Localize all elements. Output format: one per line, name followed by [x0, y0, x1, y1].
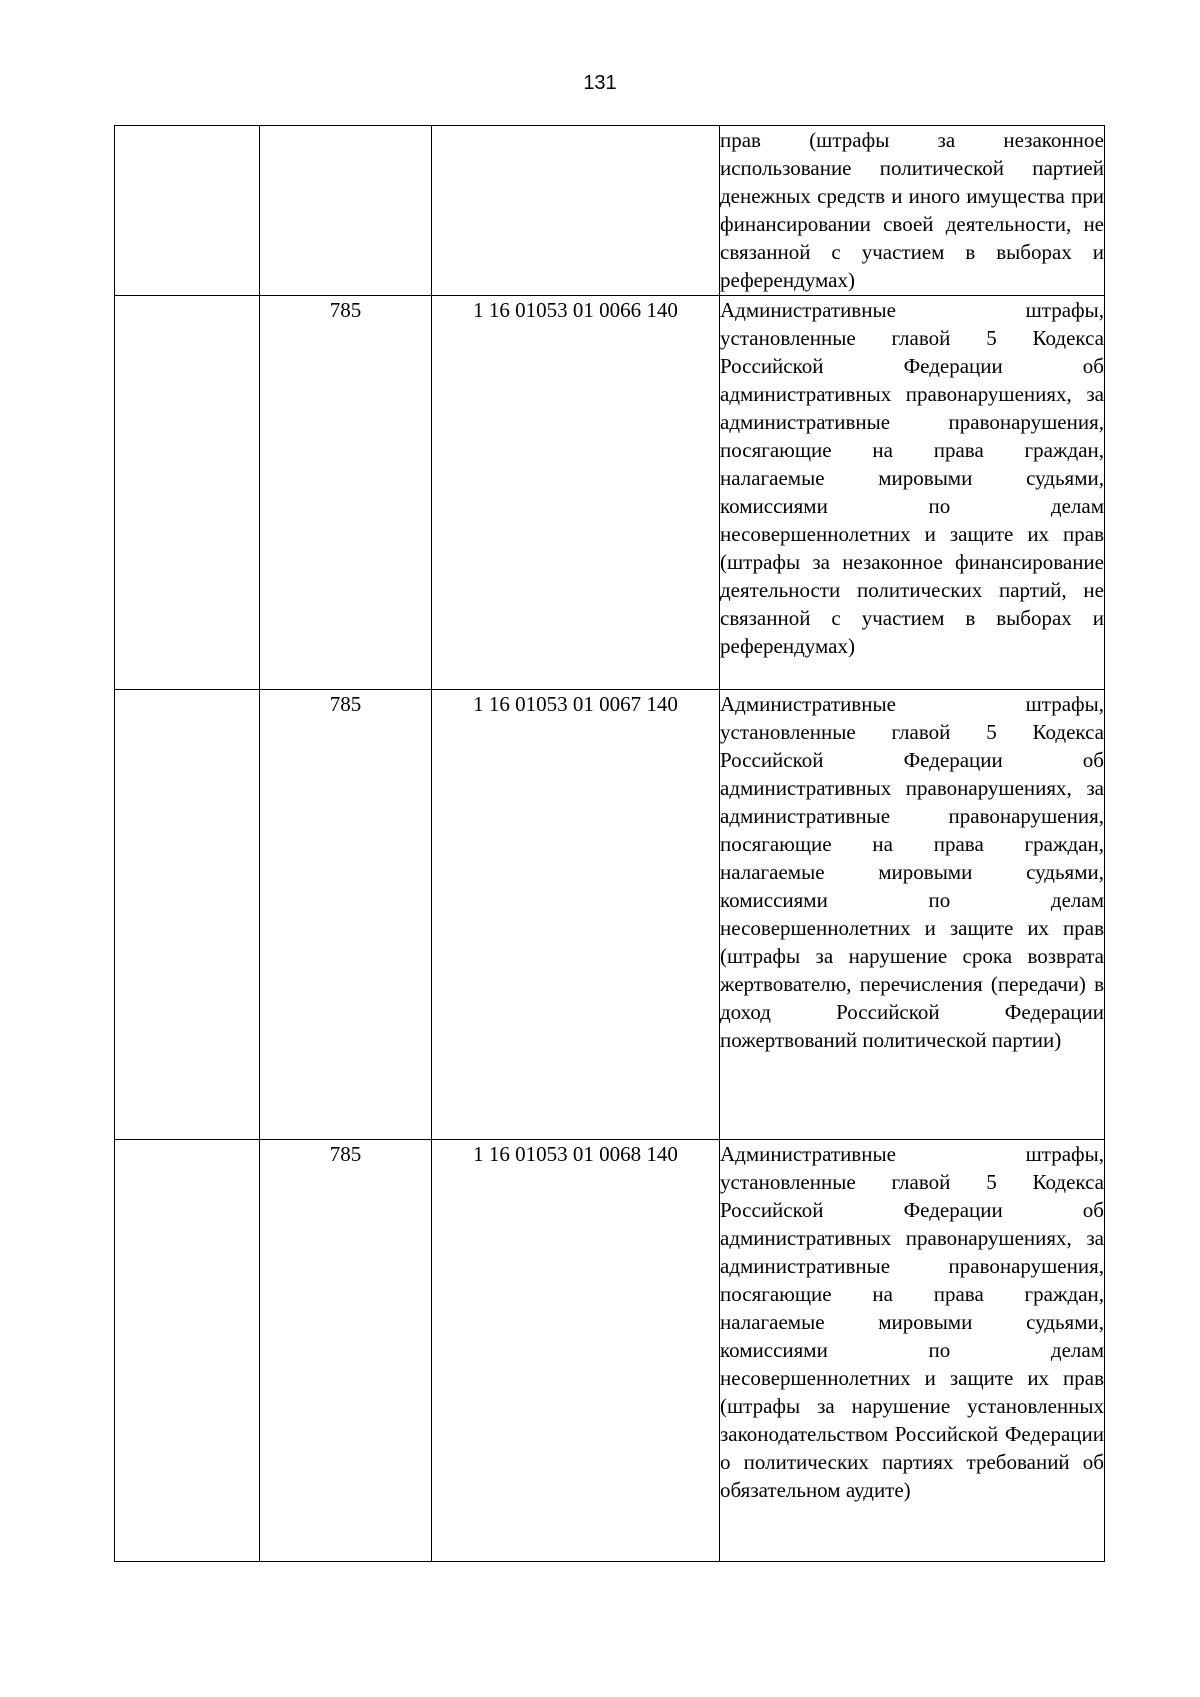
- table-row: [115, 126, 1105, 296]
- row-number-cell: [115, 1140, 260, 1562]
- page-number: 131: [583, 72, 617, 94]
- row-number-cell: [115, 690, 260, 1140]
- admin-code-cell: 785: [260, 296, 432, 690]
- budget-codes-table: [114, 125, 1105, 1562]
- row-number-cell: [115, 296, 260, 690]
- table-row: [115, 1140, 1105, 1562]
- row-number-cell: [115, 126, 260, 296]
- description-cell: Административные штрафы, установленные главой 5 Кодекса Российской Федерации об административных правонарушениях, за административные правонарушения, посягающие на права граждан, налагаемые мировыми судьями, комиссиями по делам несовершеннолетних и защите их прав (штрафы за незаконное финансирование деятельности политических партий, не связанной с участием в выборах и референдумах): [720, 296, 1105, 690]
- table-row: [115, 690, 1105, 1140]
- admin-code-cell: 785: [260, 690, 432, 1140]
- description-cell: прав (штрафы за незаконное использование политической партией денежных средств и иного имущества при финансировании своей деятельности, не связанной с участием в выборах и референдумах): [720, 126, 1105, 296]
- kbk-code-cell: 1 16 01053 01 0068 140: [432, 1140, 720, 1562]
- table-row: [115, 296, 1105, 690]
- description-cell: Административные штрафы, установленные главой 5 Кодекса Российской Федерации об административных правонарушениях, за административные правонарушения, посягающие на права граждан, налагаемые мировыми судьями, комиссиями по делам несовершеннолетних и защите их прав (штрафы за нарушение установленных законодательством Российской Федерации о политических партиях требований об обязательном аудите): [720, 1140, 1105, 1562]
- kbk-code-cell: 1 16 01053 01 0066 140: [432, 296, 720, 690]
- admin-code-cell: 785: [260, 1140, 432, 1562]
- kbk-code-cell: [432, 126, 720, 296]
- description-cell: Административные штрафы, установленные главой 5 Кодекса Российской Федерации об административных правонарушениях, за административные правонарушения, посягающие на права граждан, налагаемые мировыми судьями, комиссиями по делам несовершеннолетних и защите их прав (штрафы за нарушение срока возврата жертвователю, перечисления (передачи) в доход Российской Федерации пожертвований политической партии): [720, 690, 1105, 1140]
- admin-code-cell: [260, 126, 432, 296]
- kbk-code-cell: 1 16 01053 01 0067 140: [432, 690, 720, 1140]
